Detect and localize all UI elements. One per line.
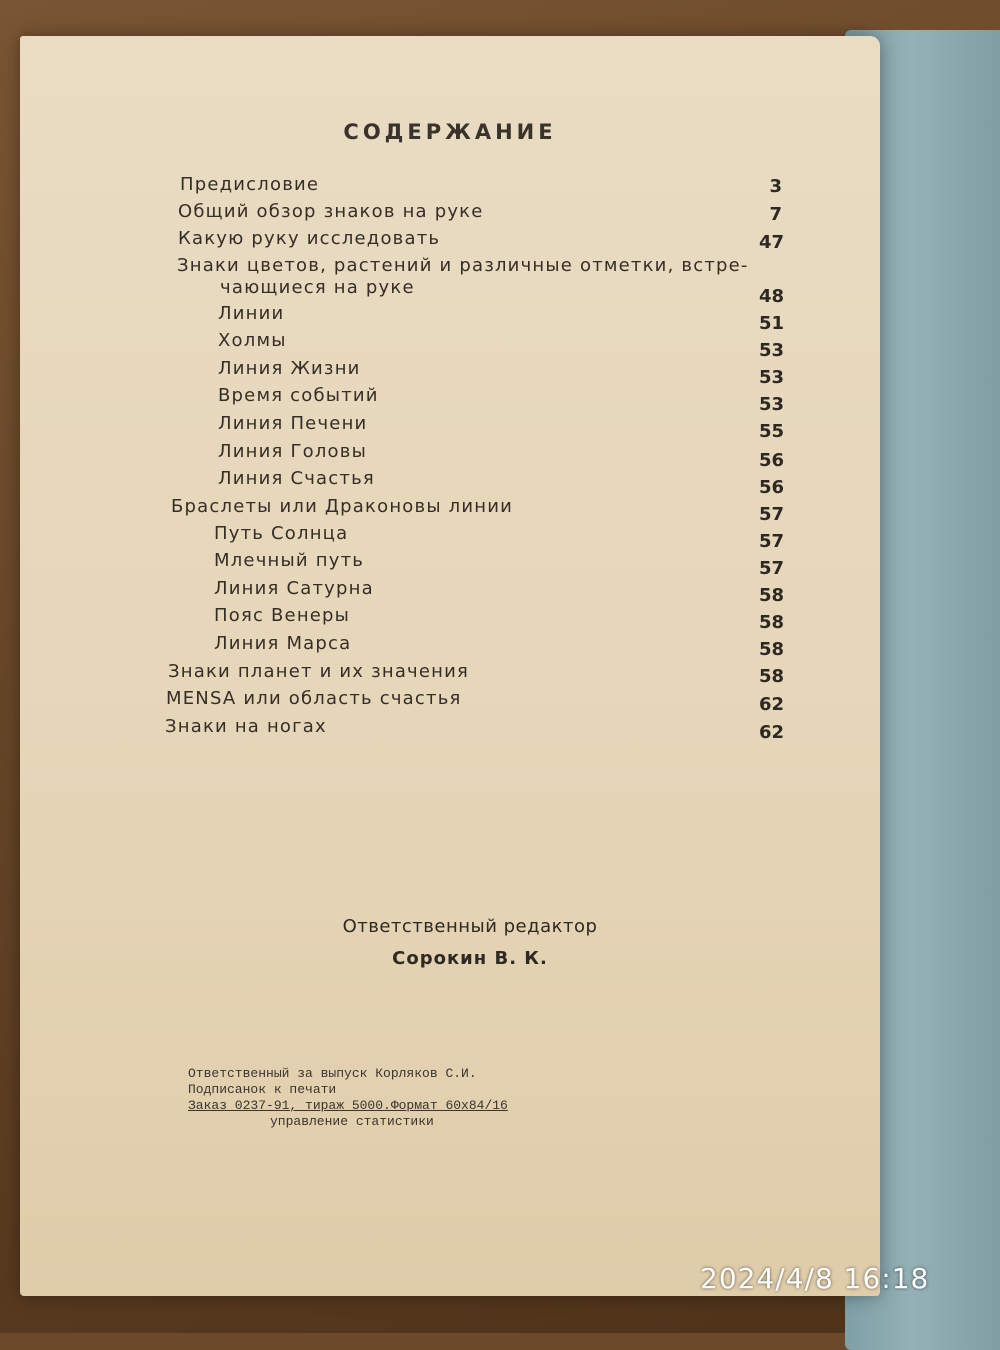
book-page	[20, 36, 880, 1296]
toc-entry: чающиеся на руке	[220, 277, 415, 298]
toc-entry: Линия Печени	[218, 413, 368, 434]
toc-page-number: 58	[758, 585, 784, 606]
toc-page-number: 56	[758, 450, 784, 471]
imprint-line: Заказ 0237-91, тираж 5000.Формат 60х84/16	[188, 1098, 508, 1113]
toc-entry: Линия Сатурна	[214, 578, 374, 599]
toc-page-number: 62	[758, 722, 784, 743]
toc-entry: Какую руку исследовать	[178, 228, 441, 249]
toc-page-number: 53	[758, 394, 784, 415]
toc-page-number: 57	[758, 504, 784, 525]
imprint-line: Ответственный за выпуск Корляков С.И.	[188, 1066, 477, 1081]
toc-entry: Браслеты или Драконовы линии	[171, 496, 514, 517]
toc-entry: Знаки планет и их значения	[168, 661, 470, 682]
toc-page-number: 7	[769, 204, 782, 225]
toc-entry: Время событий	[218, 385, 379, 406]
toc-entry: Линия Марса	[214, 633, 352, 654]
toc-entry: Общий обзор знаков на руке	[178, 201, 484, 222]
toc-page-number: 51	[758, 313, 784, 334]
toc-title: СОДЕРЖАНИЕ	[343, 120, 557, 144]
toc-page-number: 56	[758, 477, 784, 498]
toc-entry: Линия Жизни	[218, 358, 361, 379]
imprint-block	[188, 1066, 508, 1130]
toc-page-number: 53	[758, 340, 784, 361]
toc-page-number: 57	[758, 558, 784, 579]
toc-entry: Линия Головы	[218, 441, 367, 462]
toc-entry: Пояс Венеры	[214, 605, 351, 626]
toc-page-number: 58	[758, 639, 784, 660]
toc-entry: Путь Солнца	[214, 523, 349, 544]
toc-entry: Знаки на ногах	[165, 716, 327, 737]
toc-entry: Предисловие	[180, 174, 320, 195]
toc-page-number: 53	[758, 367, 784, 388]
responsible-editor-name: Сорокин В. К.	[392, 948, 548, 969]
photo-timestamp: 2024/4/8 16:18	[700, 1262, 930, 1295]
toc-page-number: 3	[769, 176, 782, 197]
toc-page-number: 48	[758, 286, 784, 307]
toc-entry: Знаки цветов, растений и различные отметки, встре-	[177, 255, 749, 276]
toc-page-number: 58	[758, 612, 784, 633]
imprint-line: управление статистики	[270, 1114, 434, 1129]
toc-page-number: 47	[758, 232, 784, 253]
responsible-editor-label: Ответственный редактор	[342, 916, 598, 937]
toc-entry: MENSA или область счастья	[166, 688, 462, 709]
imprint-line: Подписанок к печати	[188, 1082, 337, 1097]
toc-page-number: 55	[758, 421, 784, 442]
toc-page-number: 58	[758, 666, 784, 687]
toc-entry: Линии	[218, 303, 285, 324]
toc-page-number: 57	[758, 531, 784, 552]
toc-page-number: 62	[758, 694, 784, 715]
toc-entry: Линия Счастья	[218, 468, 375, 489]
toc-entry: Холмы	[218, 330, 287, 351]
toc-entry: Млечный путь	[214, 550, 365, 571]
